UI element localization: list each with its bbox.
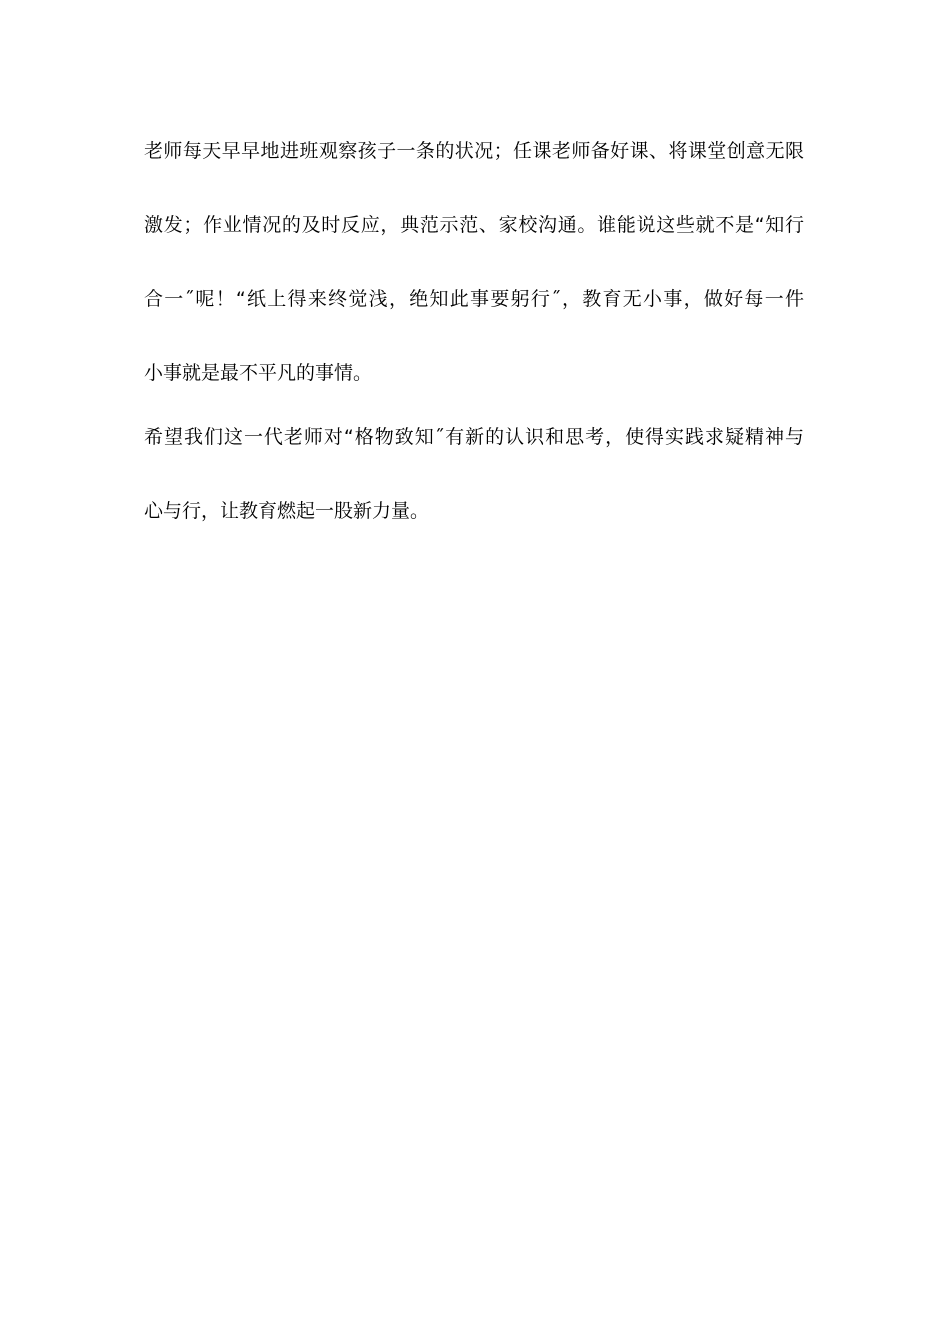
text-line: 老师每天早早地进班观察孩子一条的状况；任课老师备好课、将课堂创意无限 [144,140,804,162]
text-line: 小事就是最不平凡的事情。 [144,362,373,384]
text-line: 希望我们这一代老师对“格物致知˝有新的认识和思考，使得实践求疑精神与 [144,426,804,448]
text-line: 合一˝呢！“纸上得来终觉浅，绝知此事要躬行˝，教育无小事，做好每一件 [144,288,804,310]
text-line: 激发；作业情况的及时反应，典范示范、家校沟通。谁能说这些就不是“知行 [144,214,804,236]
text-line: 心与行，让教育燃起一股新力量。 [144,500,430,522]
